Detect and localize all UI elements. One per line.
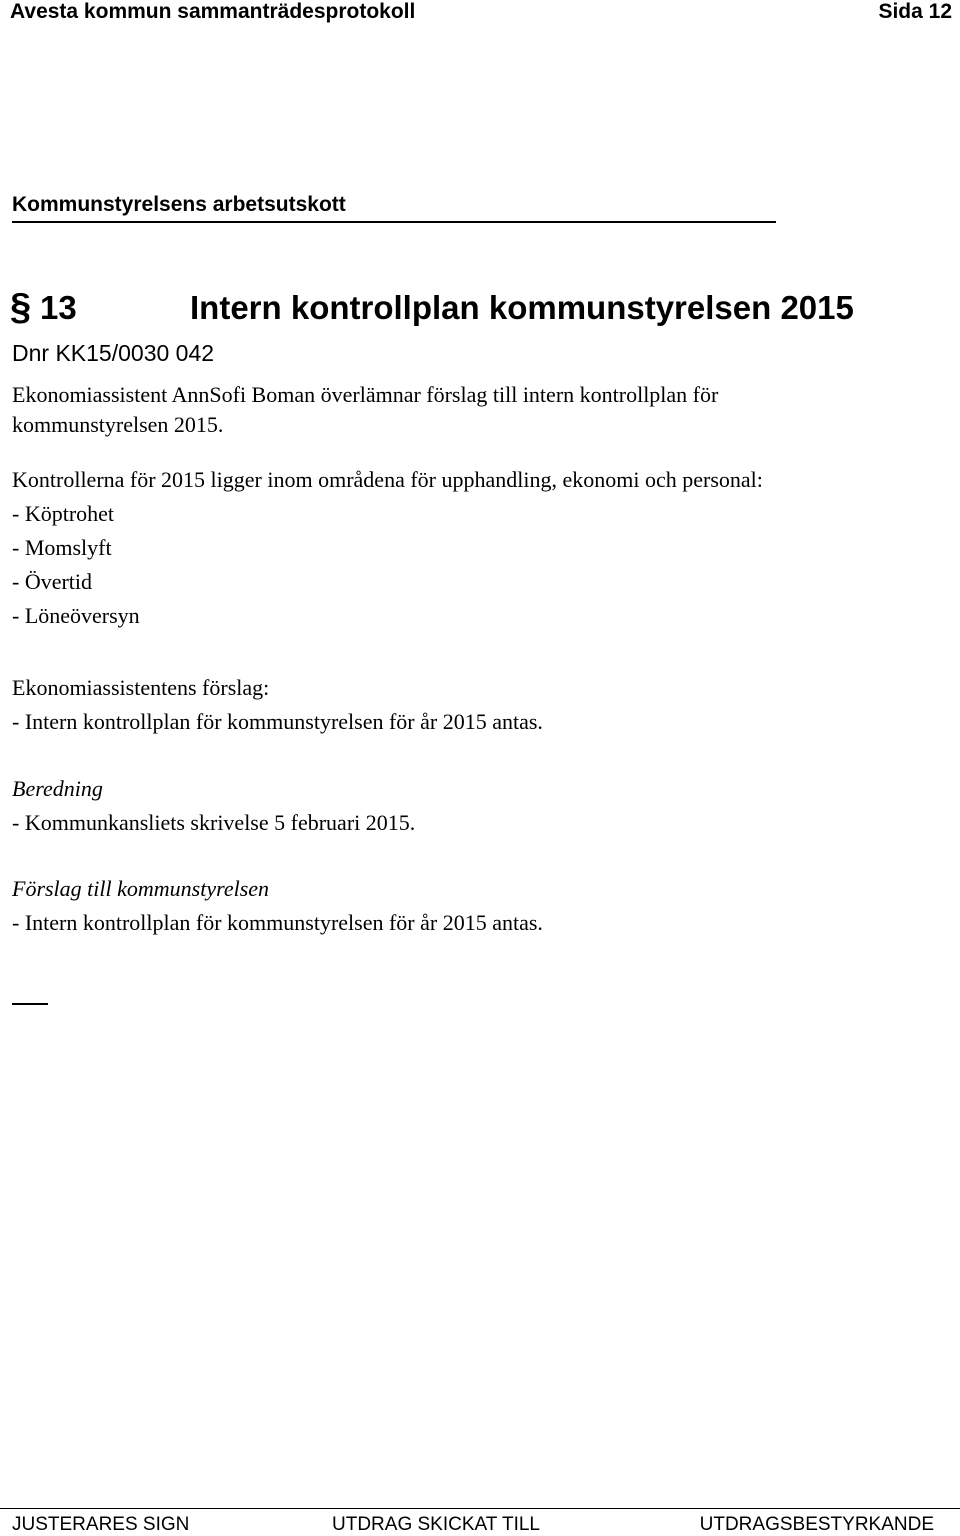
- page-number: Sida 12: [878, 0, 952, 23]
- intro-line-2: kommunstyrelsen 2015.: [12, 412, 224, 437]
- proposal-item: - Intern kontrollplan för kommunstyrelsen för år 2015 antas.: [12, 709, 543, 734]
- document-header-title: Avesta kommun sammanträdesprotokoll: [10, 0, 416, 23]
- section-number: 13: [40, 289, 77, 326]
- footer-rule: [0, 1508, 960, 1509]
- preparation-item: - Kommunkansliets skrivelse 5 februari 2015.: [12, 810, 416, 835]
- control-item: - Övertid: [12, 569, 93, 594]
- committee-underline: [12, 221, 776, 223]
- intro-line-1: Ekonomiassistent AnnSofi Boman överlämnar förslag till intern kontrollplan för: [12, 382, 719, 407]
- section-title: Intern kontrollplan kommunstyrelsen 2015: [190, 289, 854, 326]
- control-item: - Köptrohet: [12, 501, 115, 526]
- committee-name: Kommunstyrelsens arbetsutskott: [12, 193, 346, 216]
- control-item: - Momslyft: [12, 535, 112, 560]
- section-end-rule: [12, 1003, 48, 1005]
- footer-sent-label: UTDRAG SKICKAT TILL: [332, 1514, 540, 1535]
- preparation-heading: Beredning: [12, 776, 103, 801]
- controls-intro: Kontrollerna för 2015 ligger inom områdena för upphandling, ekonomi och personal:: [12, 467, 763, 492]
- registration-number: Dnr KK15/0030 042: [12, 340, 215, 366]
- footer-certifier-label: UTDRAGSBESTYRKANDE: [699, 1514, 934, 1535]
- footer-sign-label: JUSTERARES SIGN: [12, 1514, 190, 1535]
- control-item: - Löneöversyn: [12, 603, 140, 628]
- board-proposal-heading: Förslag till kommunstyrelsen: [12, 876, 270, 901]
- section-sign: §: [10, 286, 32, 328]
- board-proposal-item: - Intern kontrollplan för kommunstyrelsen för år 2015 antas.: [12, 910, 543, 935]
- proposal-heading: Ekonomiassistentens förslag:: [12, 675, 270, 700]
